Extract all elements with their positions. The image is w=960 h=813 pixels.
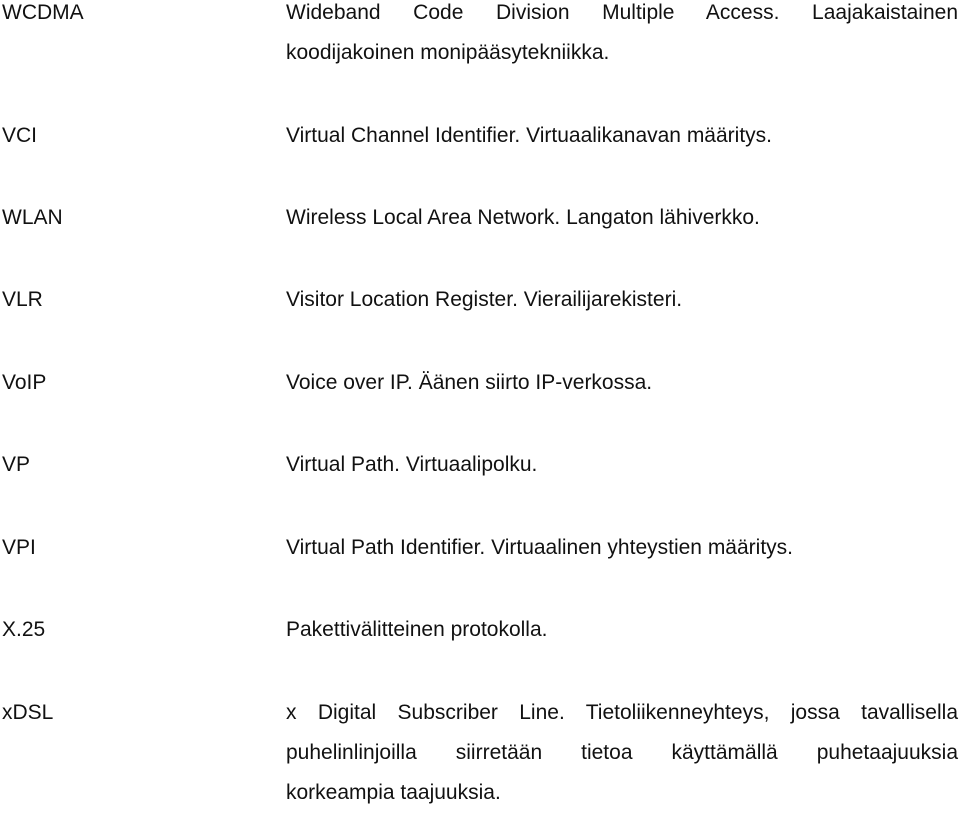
glossary-term: VP bbox=[2, 453, 31, 476]
glossary-definition bbox=[286, 205, 958, 231]
glossary-term: WLAN bbox=[2, 206, 63, 229]
definition-line: Virtual Channel Identifier. Virtuaalikanavan määritys. bbox=[286, 124, 772, 147]
definition-line: Wideband Code Division Multiple Access. Laajakaistainen bbox=[286, 1, 958, 24]
definition-line: x Digital Subscriber Line. Tietoliikenneyhteys, jossa tavallisella bbox=[286, 701, 958, 724]
glossary-term: VPI bbox=[2, 536, 36, 559]
glossary-definition bbox=[286, 370, 958, 396]
definition-line: Virtual Path Identifier. Virtuaalinen yhteystien määritys. bbox=[286, 536, 793, 559]
glossary-term: xDSL bbox=[2, 701, 54, 724]
definition-line: Wireless Local Area Network. Langaton lähiverkko. bbox=[286, 206, 760, 229]
definition-line: Pakettivälitteinen protokolla. bbox=[286, 618, 548, 641]
glossary-term: VoIP bbox=[2, 371, 47, 394]
definition-line: Voice over IP. Äänen siirto IP-verkossa. bbox=[286, 371, 653, 394]
definition-line: Virtual Path. Virtuaalipolku. bbox=[286, 453, 538, 476]
glossary-definition bbox=[286, 535, 958, 561]
glossary-definition bbox=[286, 287, 958, 313]
glossary-term: X.25 bbox=[2, 618, 46, 641]
definition-line: Visitor Location Register. Vierailijarekisteri. bbox=[286, 288, 683, 311]
glossary-term: WCDMA bbox=[2, 1, 84, 24]
glossary-term: VLR bbox=[2, 288, 43, 311]
definition-line: koodijakoinen monipääsytekniikka. bbox=[286, 41, 610, 64]
glossary-definition bbox=[286, 123, 958, 149]
glossary-term: VCI bbox=[2, 124, 38, 147]
definition-line: korkeampia taajuuksia. bbox=[286, 781, 501, 804]
glossary-definition bbox=[286, 0, 958, 66]
definition-line: puhelinlinjoilla siirretään tietoa käyttämällä puhetaajuuksia bbox=[286, 741, 958, 764]
glossary-definition bbox=[286, 700, 958, 806]
glossary-definition bbox=[286, 452, 958, 478]
glossary-definition bbox=[286, 617, 958, 643]
